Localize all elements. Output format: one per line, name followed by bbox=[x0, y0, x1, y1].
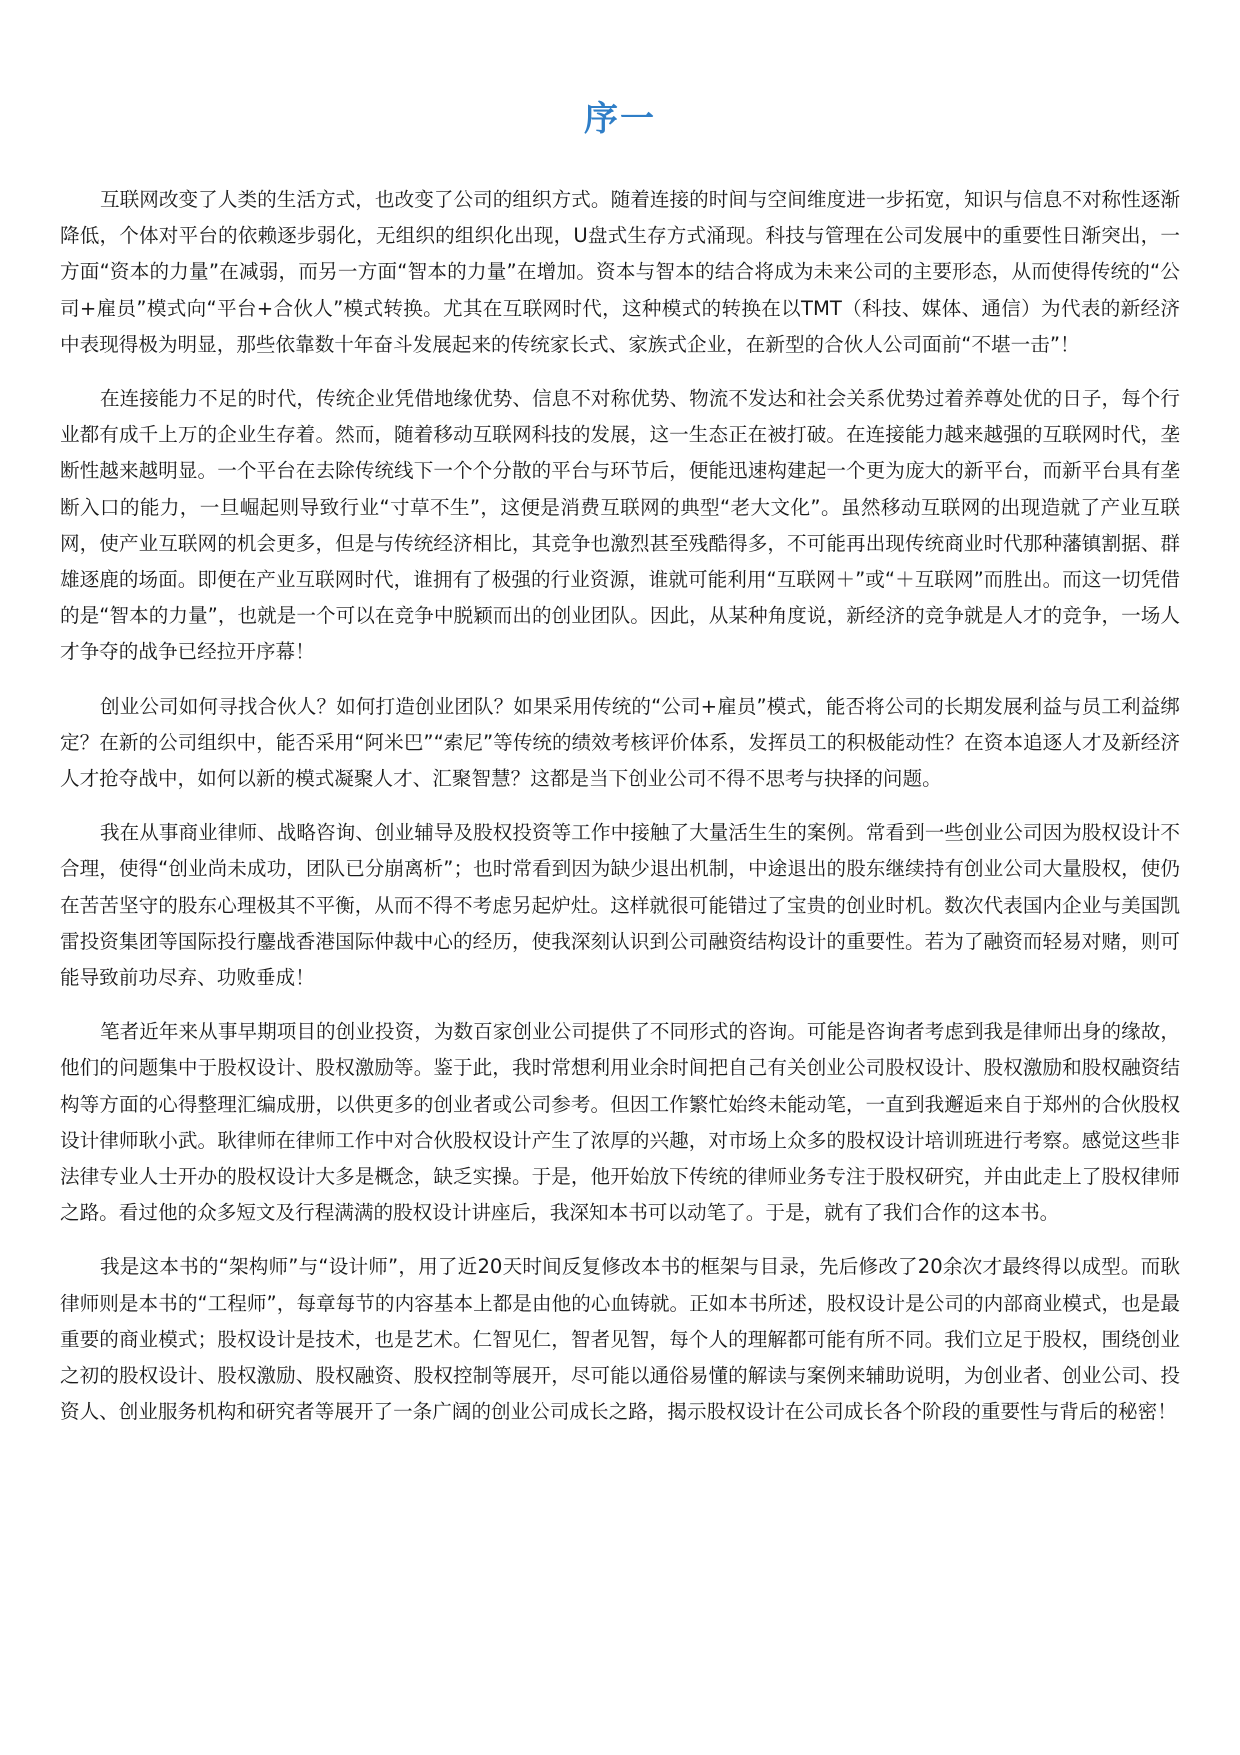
paragraph-5: 笔者近年来从事早期项目的创业投资，为数百家创业公司提供了不同形式的咨询。可能是咨询者考虑到我是律师出身的缘故，他们的问题集中于股权设计、股权激励等。鉴于此，我时常想利用业余时间把自己有关创业公司股权设计、股权激励和股权融资结构等方面的心得整理汇编成册，以供更多的创业者或公司参考。但因工作繁忙始终未能动笔，一直到我邂逅来自于郑州的合伙股权设计律师耿小武。耿律师在律师工作中对合伙股权设计产生了浓厚的兴趣，对市场上众多的股权设计培训班进行考察。感觉这些非法律专业人士开办的股权设计大多是概念，缺乏实操。于是，他开始放下传统的律师业务专注于股权研究，并由此走上了股权律师之路。看过他的众多短文及行程满满的股权设计讲座后，我深知本书可以动笔了。于是，就有了我们合作的这本书。 bbox=[60, 1020, 1180, 1225]
paragraph-4: 我在从事商业律师、战略咨询、创业辅导及股权投资等工作中接触了大量活生生的案例。常看到一些创业公司因为股权设计不合理，使得“创业尚未成功，团队已分崩离析”；也时常看到因为缺少退出机制，中途退出的股东继续持有创业公司大量股权，使仍在苦苦坚守的股东心理极其不平衡，从而不得不考虑另起炉灶。这样就很可能错过了宝贵的创业时机。数次代表国内企业与美国凯雷投资集团等国际投行鏖战香港国际仲裁中心的经历，使我深刻认识到公司融资结构设计的重要性。若为了融资而轻易对赌，则可能导致前功尽弃、功败垂成！ bbox=[60, 821, 1180, 990]
paragraph-6: 我是这本书的“架构师”与“设计师”，用了近20天时间反复修改本书的框架与目录，先后修改了20余次才最终得以成型。而耿律师则是本书的“工程师”，每章每节的内容基本上都是由他的心血铸就。正如本书所述，股权设计是公司的内部商业模式，也是最重要的商业模式；股权设计是技术，也是艺术。仁智见仁，智者见智，每个人的理解都可能有所不同。我们立足于股权，围绕创业之初的股权设计、股权激励、股权融资、股权控制等展开，尽可能以通俗易懂的解读与案例来辅助说明，为创业者、创业公司、投资人、创业服务机构和研究者等展开了一条广阔的创业公司成长之路，揭示股权设计在公司成长各个阶段的重要性与背后的秘密！ bbox=[60, 1255, 1180, 1424]
paragraph-2: 在连接能力不足的时代，传统企业凭借地缘优势、信息不对称优势、物流不发达和社会关系优势过着养尊处优的日子，每个行业都有成千上万的企业生存着。然而，随着移动互联网科技的发展，这一生态正在被打破。在连接能力越来越强的互联网时代，垄断性越来越明显。一个平台在去除传统线下一个个分散的平台与环节后，便能迅速构建起一个更为庞大的新平台，而新平台具有垄断入口的能力，一旦崛起则导致行业“寸草不生”，这便是消费互联网的典型“老大文化”。虽然移动互联网的出现造就了产业互联网，使产业互联网的机会更多，但是与传统经济相比，其竞争也激烈甚至残酷得多，不可能再出现传统商业时代那种藩镇割据、群雄逐鹿的场面。即便在产业互联网时代，谁拥有了极强的行业资源，谁就可能利用“互联网＋”或“＋互联网”而胜出。而这一切凭借的是“智本的力量”，也就是一个可以在竞争中脱颖而出的创业团队。因此，从某种角度说，新经济的竞争就是人才的竞争，一场人才争夺的战争已经拉开序幕！ bbox=[60, 387, 1180, 664]
document-body bbox=[60, 182, 1180, 1449]
page-title: 序一 bbox=[584, 98, 656, 139]
paragraph-1: 互联网改变了人类的生活方式，也改变了公司的组织方式。随着连接的时间与空间维度进一步拓宽，知识与信息不对称性逐渐降低，个体对平台的依赖逐步弱化，无组织的组织化出现，U盘式生存方式涌现。科技与管理在公司发展中的重要性日渐突出，一方面“资本的力量”在减弱，而另一方面“智本的力量”在增加。资本与智本的结合将成为未来公司的主要形态，从而使得传统的“公司+雇员”模式向“平台+合伙人”模式转换。尤其在互联网时代，这种模式的转换在以TMT（科技、媒体、通信）为代表的新经济中表现得极为明显，那些依靠数十年奋斗发展起来的传统家长式、家族式企业，在新型的合伙人公司面前“不堪一击”！ bbox=[60, 188, 1180, 356]
paragraph-3: 创业公司如何寻找合伙人？如何打造创业团队？如果采用传统的“公司+雇员”模式，能否将公司的长期发展利益与员工利益绑定？在新的公司组织中，能否采用“阿米巴”“索尼”等传统的绩效考核评价体系，发挥员工的积极能动性？在资本追逐人才及新经济人才抢夺战中，如何以新的模式凝聚人才、汇聚智慧？这都是当下创业公司不得不思考与抉择的问题。 bbox=[60, 694, 1180, 791]
document-page bbox=[60, 0, 1180, 1755]
